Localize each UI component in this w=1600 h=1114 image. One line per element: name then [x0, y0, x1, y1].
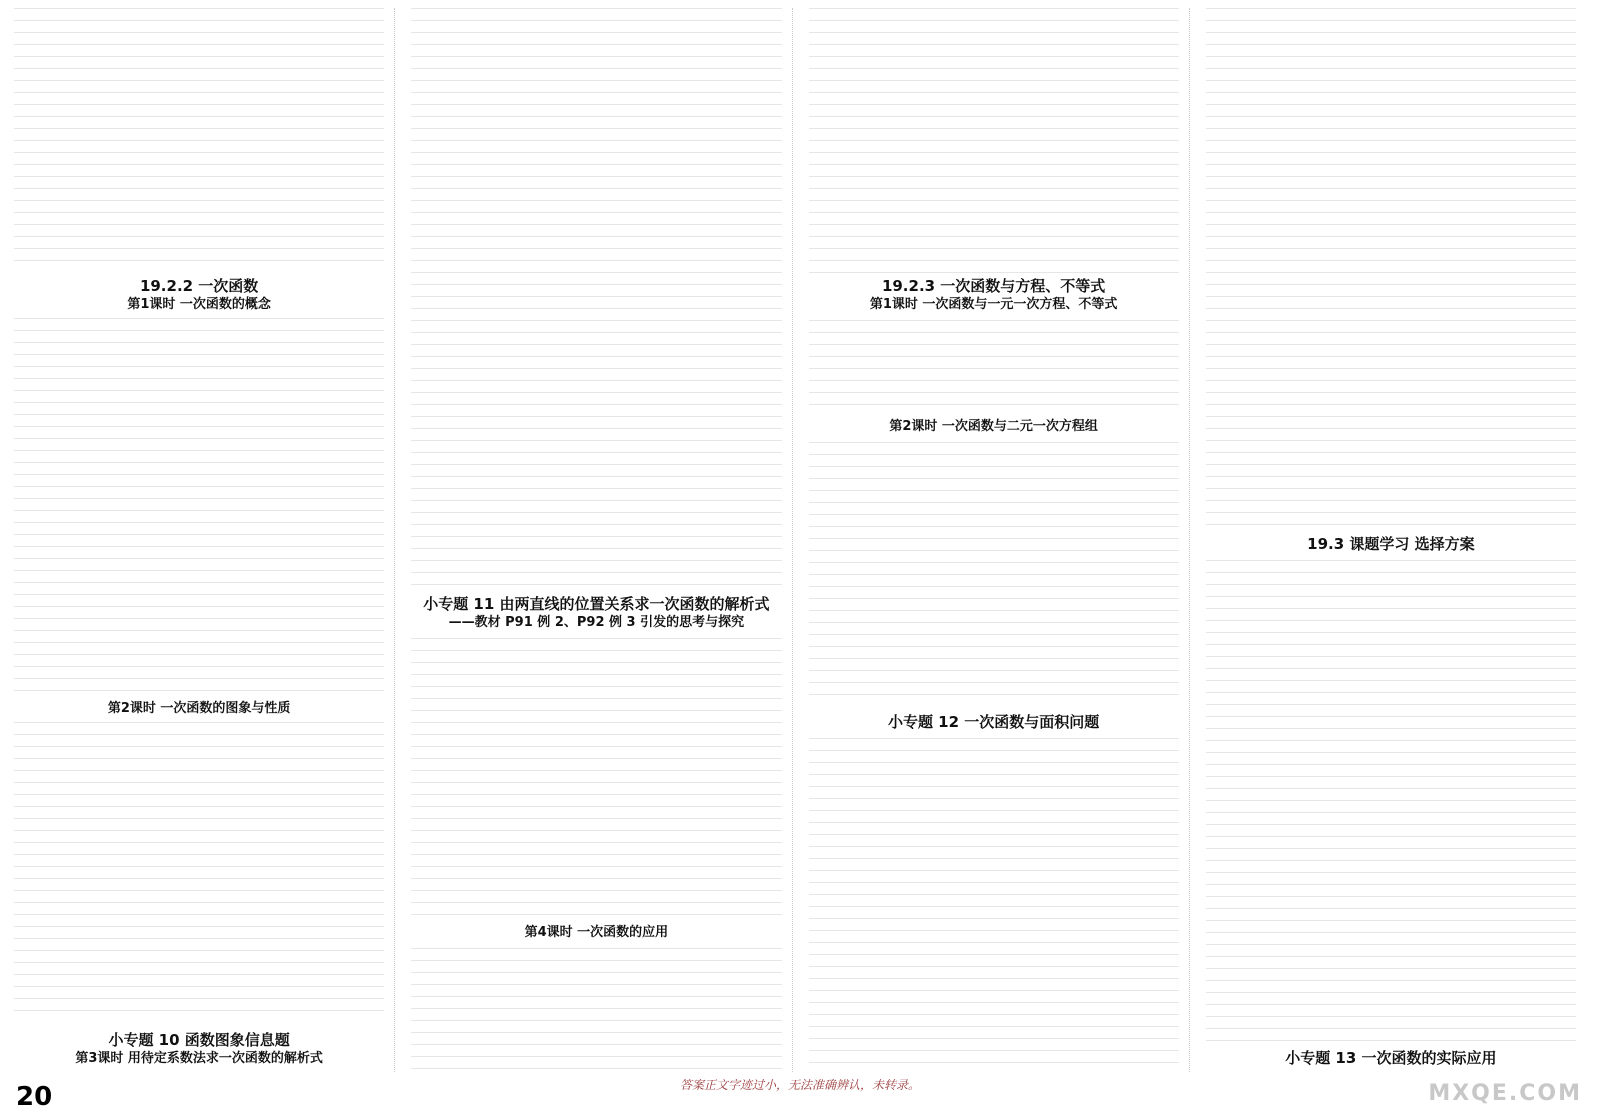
- illegible-answer-block: [809, 8, 1179, 274]
- section-title: 小专题 12 一次函数与面积问题: [887, 713, 1100, 731]
- column-2: [411, 8, 792, 1072]
- section-subtitle: 第3课时 用待定系数法求一次函数的解析式: [75, 1051, 323, 1066]
- page-footer: [16, 1082, 52, 1112]
- section-heading: [1206, 534, 1576, 554]
- section-title: 19.2.3 一次函数与方程、不等式: [881, 277, 1106, 295]
- section-title: 19.3 课题学习 选择方案: [1307, 535, 1475, 553]
- section-heading: [809, 276, 1179, 314]
- section-heading: [411, 924, 781, 942]
- illegible-text-note: 答案正文字迹过小，无法准确辨认，未转录。: [679, 1078, 920, 1092]
- illegible-answer-block: [411, 638, 781, 920]
- site-watermark: MXQE.COM: [1428, 1081, 1582, 1106]
- section-subtitle: 第1课时 一次函数的概念: [127, 297, 271, 312]
- illegible-answer-block: [809, 738, 1179, 1072]
- section-title: 小专题 11 由两直线的位置关系求一次函数的解析式: [423, 595, 770, 613]
- illegible-answer-block: [14, 8, 384, 270]
- column-1: [14, 8, 395, 1072]
- illegible-answer-block: [14, 722, 384, 1022]
- illegible-answer-block: [809, 442, 1179, 706]
- illegible-answer-block: [1206, 560, 1576, 1042]
- column-4: [1206, 8, 1586, 1072]
- section-subtitle: 第2课时 一次函数与二元一次方程组: [889, 419, 1098, 434]
- section-heading: [14, 700, 384, 718]
- section-heading: [14, 1030, 384, 1068]
- answer-columns: [14, 8, 1586, 1072]
- illegible-answer-block: [1206, 8, 1576, 528]
- section-heading: [809, 418, 1179, 436]
- column-3: [809, 8, 1190, 1072]
- section-subtitle: ——教材 P91 例 2、P92 例 3 引发的思考与探究: [448, 615, 745, 630]
- illegible-answer-block: [809, 320, 1179, 414]
- page-number: 20: [16, 1082, 53, 1112]
- section-title: 小专题 13 一次函数的实际应用: [1285, 1049, 1497, 1067]
- section-subtitle: 第1课时 一次函数与一元一次方程、不等式: [869, 297, 1118, 312]
- section-heading: [809, 712, 1179, 732]
- section-subtitle: 第2课时 一次函数的图象与性质: [107, 701, 291, 716]
- section-title: 19.2.2 一次函数: [139, 277, 259, 295]
- section-heading: [411, 594, 781, 632]
- section-heading: [1206, 1048, 1576, 1068]
- section-title: 小专题 10 函数图象信息题: [108, 1031, 290, 1049]
- section-subtitle: 第4课时 一次函数的应用: [524, 925, 669, 940]
- illegible-answer-block: [411, 8, 781, 590]
- illegible-answer-block: [14, 318, 384, 696]
- illegible-answer-block: [411, 948, 781, 1072]
- section-heading: [14, 276, 384, 314]
